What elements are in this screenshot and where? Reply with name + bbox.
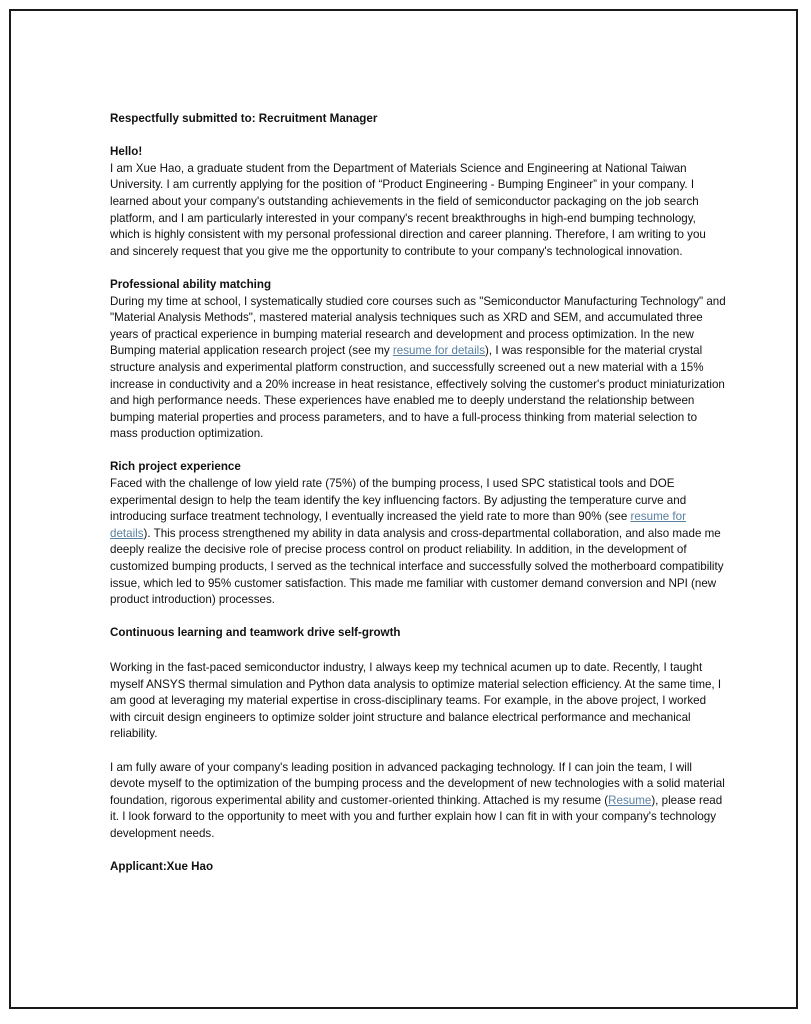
- paragraph-text: ), I was responsible for the material crystal structure analysis and experimental platform construction, and successfully screened out a new material with a 15% increase in conductivity and a 20% increase in heat resistance, effectively solving the customer's product miniaturization and high performance needs. These experiences have enabled me to deeply understand the relationship between bumping material properties and process parameters, and to have a full-process thinking from material selection to mass production optimization.: [110, 344, 725, 441]
- project-experience-paragraph: [110, 476, 726, 609]
- continuous-learning-paragraph: Working in the fast-paced semiconductor industry, I always keep my technical acumen up to date. Recently, I taught myself ANSYS thermal simulation and Python data analysis to optimize material selection efficiency. At the same time, I am good at leveraging my material expertise in cross-disciplinary teams. For example, in the above project, I worked with circuit design engineers to optimize solder joint structure and balance electrical performance and mechanical reliability.: [110, 661, 722, 741]
- signature: Applicant:Xue Hao: [110, 860, 214, 874]
- paragraph-text: ), please read it. I look forward to the opportunity to meet with you and further explain how I can fit in with your company's technology development needs.: [110, 793, 723, 840]
- greeting: Hello!: [110, 145, 143, 159]
- intro-paragraph: I am Xue Hao, a graduate student from the Department of Materials Science and Engineering at National Taiwan University. I am currently applying for the position of “Product Engineering - Bumping Engineer” in your company. I learned about your company's outstanding achievements in the field of semiconductor packaging on the job search platform, and I am particularly interested in your company's recent breakthroughs in high-end bumping technology, which is highly consistent with my personal professional direction and career planning. Therefore, I am writing to you and sincerely request that you give me the opportunity to contribute to your company's technological innovation.: [110, 161, 706, 258]
- spacer: [110, 743, 726, 760]
- spacer: [110, 443, 726, 460]
- closing-paragraph: [110, 760, 726, 843]
- document-page: [9, 9, 798, 1009]
- paragraph-text: During my time at school, I systematically studied core courses such as "Semiconductor Manufacturing Technology" and "Material Analysis Methods", mastered material analysis techniques such as XRD and SEM, and accumulated three years of practical experience in bumping material research and development and process optimization. In the new Bumping material application research project (see my: [110, 294, 726, 358]
- section-title-continuous-learning: Continuous learning and teamwork drive self-growth: [110, 626, 401, 640]
- addressee-line: Respectfully submitted to: Recruitment Manager: [110, 112, 378, 125]
- spacer: [110, 642, 726, 660]
- section-title-professional-ability: Professional ability matching: [110, 277, 272, 291]
- spacer: [110, 843, 726, 860]
- spacer: [110, 128, 726, 145]
- paragraph-text: Faced with the challenge of low yield rate (75%) of the bumping process, I used SPC statistical tools and DOE experimental design to help the team identify the key influencing factors. By adjusting the temperature curve and introducing surface treatment technology, I eventually increased the yield rate to more than 90% (see: [110, 477, 687, 524]
- paragraph-text: ). This process strengthened my ability in data analysis and cross-departmental collaboration, and also made me deeply realize the decisive role of precise process control on product reliability. In addition, in the development of customized bumping products, I served as the technical interface and successfully solved the motherboard compatibility issue, which led to 95% customer satisfaction. This made me familiar with customer demand conversion and NPI (new product introduction) processes.: [110, 526, 724, 607]
- professional-ability-paragraph: [110, 294, 726, 443]
- section-title-project-experience: Rich project experience: [110, 460, 241, 474]
- resume-link[interactable]: Resume: [608, 793, 652, 807]
- resume-details-link[interactable]: resume for details: [110, 510, 686, 540]
- cover-letter: [110, 111, 726, 876]
- spacer: [110, 609, 726, 626]
- paragraph-text: I am fully aware of your company's leading position in advanced packaging technology. If I can join the team, I will devote myself to the optimization of the bumping process and the development of new technologies with a solid material foundation, rigorous experimental ability and customer-oriented thinking. Attached is my resume (: [110, 760, 725, 807]
- resume-details-link[interactable]: resume for details: [392, 344, 486, 358]
- spacer: [110, 260, 726, 277]
